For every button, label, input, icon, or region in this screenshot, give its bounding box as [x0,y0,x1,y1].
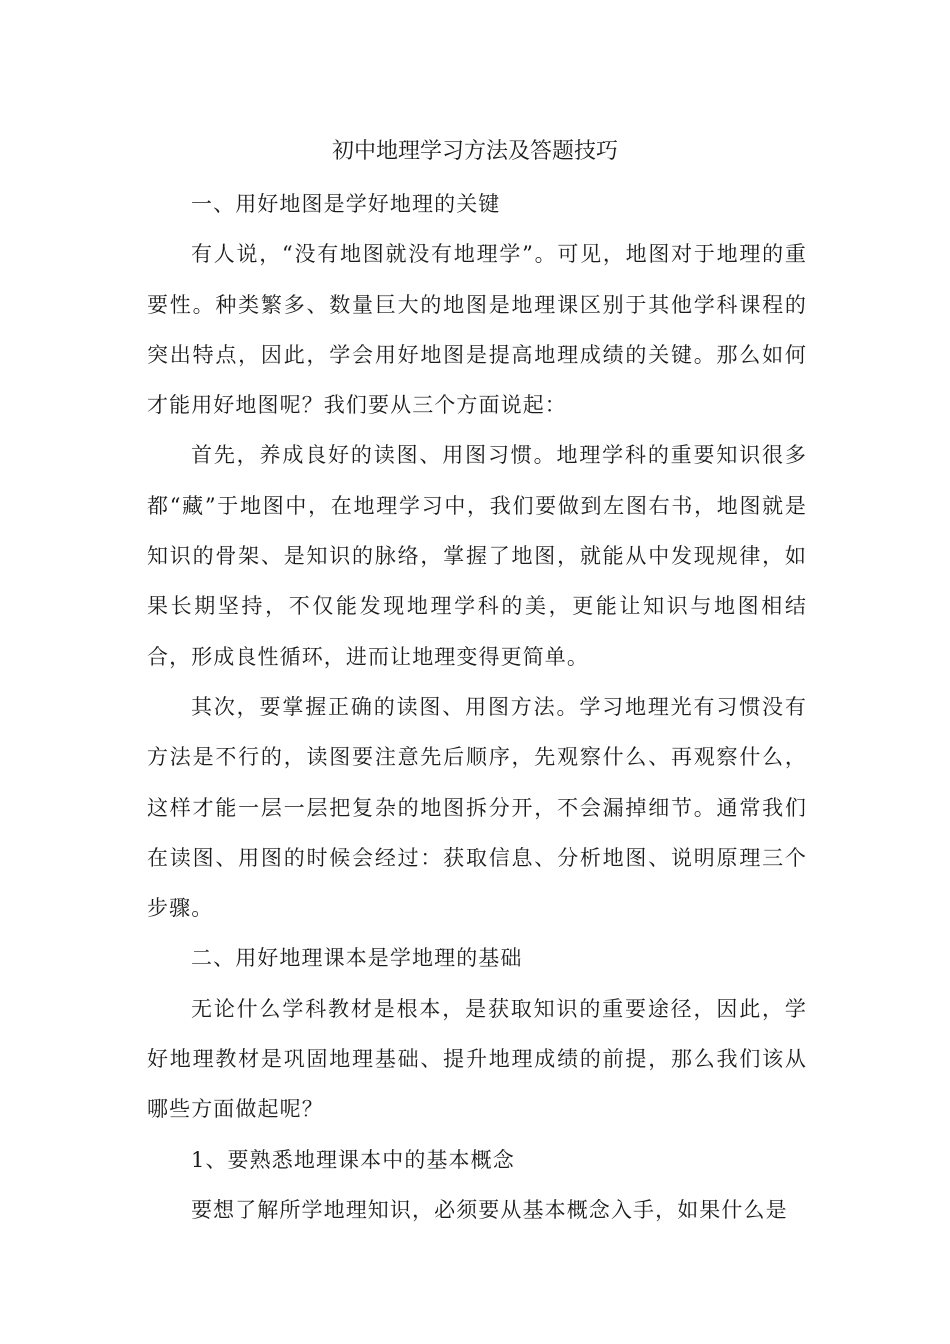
document-body [147,179,807,1235]
paragraph-map-importance: 有人说，“没有地图就没有地理学”。可见，地图对于地理的重要性。种类繁多、数量巨大的地图是地理课区别于其他学科课程的突出特点，因此，学会用好地图是提高地理成绩的关键。那么如何才能用好地图呢？我们要从三个方面说起： [147,242,807,418]
paragraph-textbook-basis: 无论什么学科教材是根本，是获取知识的重要途径，因此，学好地理教材是巩固地理基础、提升地理成绩的前提，那么我们该从哪些方面做起呢？ [147,996,807,1122]
paragraph-reading-habits: 首先，养成良好的读图、用图习惯。地理学科的重要知识很多都“藏”于地图中，在地理学习中，我们要做到左图右书，地图就是知识的骨架、是知识的脉络，掌握了地图，就能从中发现规律，如果长期坚持，不仅能发现地理学科的美，更能让知识与地图相结合，形成良性循环，进而让地理变得更简单。 [147,443,807,669]
subheading-basic-concepts: 1、要熟悉地理课本中的基本概念 [191,1147,515,1172]
section-heading-maps: 一、用好地图是学好地理的关键 [191,192,501,216]
document-title: 初中地理学习方法及答题技巧 [331,139,618,164]
paragraph-reading-methods: 其次，要掌握正确的读图、用图方法。学习地理光有习惯没有方法是不行的，读图要注意先后顺序，先观察什么、再观察什么，这样才能一层一层把复杂的地图拆分开，不会漏掉细节。通常我们在读图、用图的时候会经过：获取信息、分析地图、说明原理三个步骤。 [147,694,807,921]
paragraph-basic-concepts: 要想了解所学地理知识，必须要从基本概念入手，如果什么是 [191,1197,788,1222]
section-heading-textbook: 二、用好地理课本是学地理的基础 [191,946,523,971]
